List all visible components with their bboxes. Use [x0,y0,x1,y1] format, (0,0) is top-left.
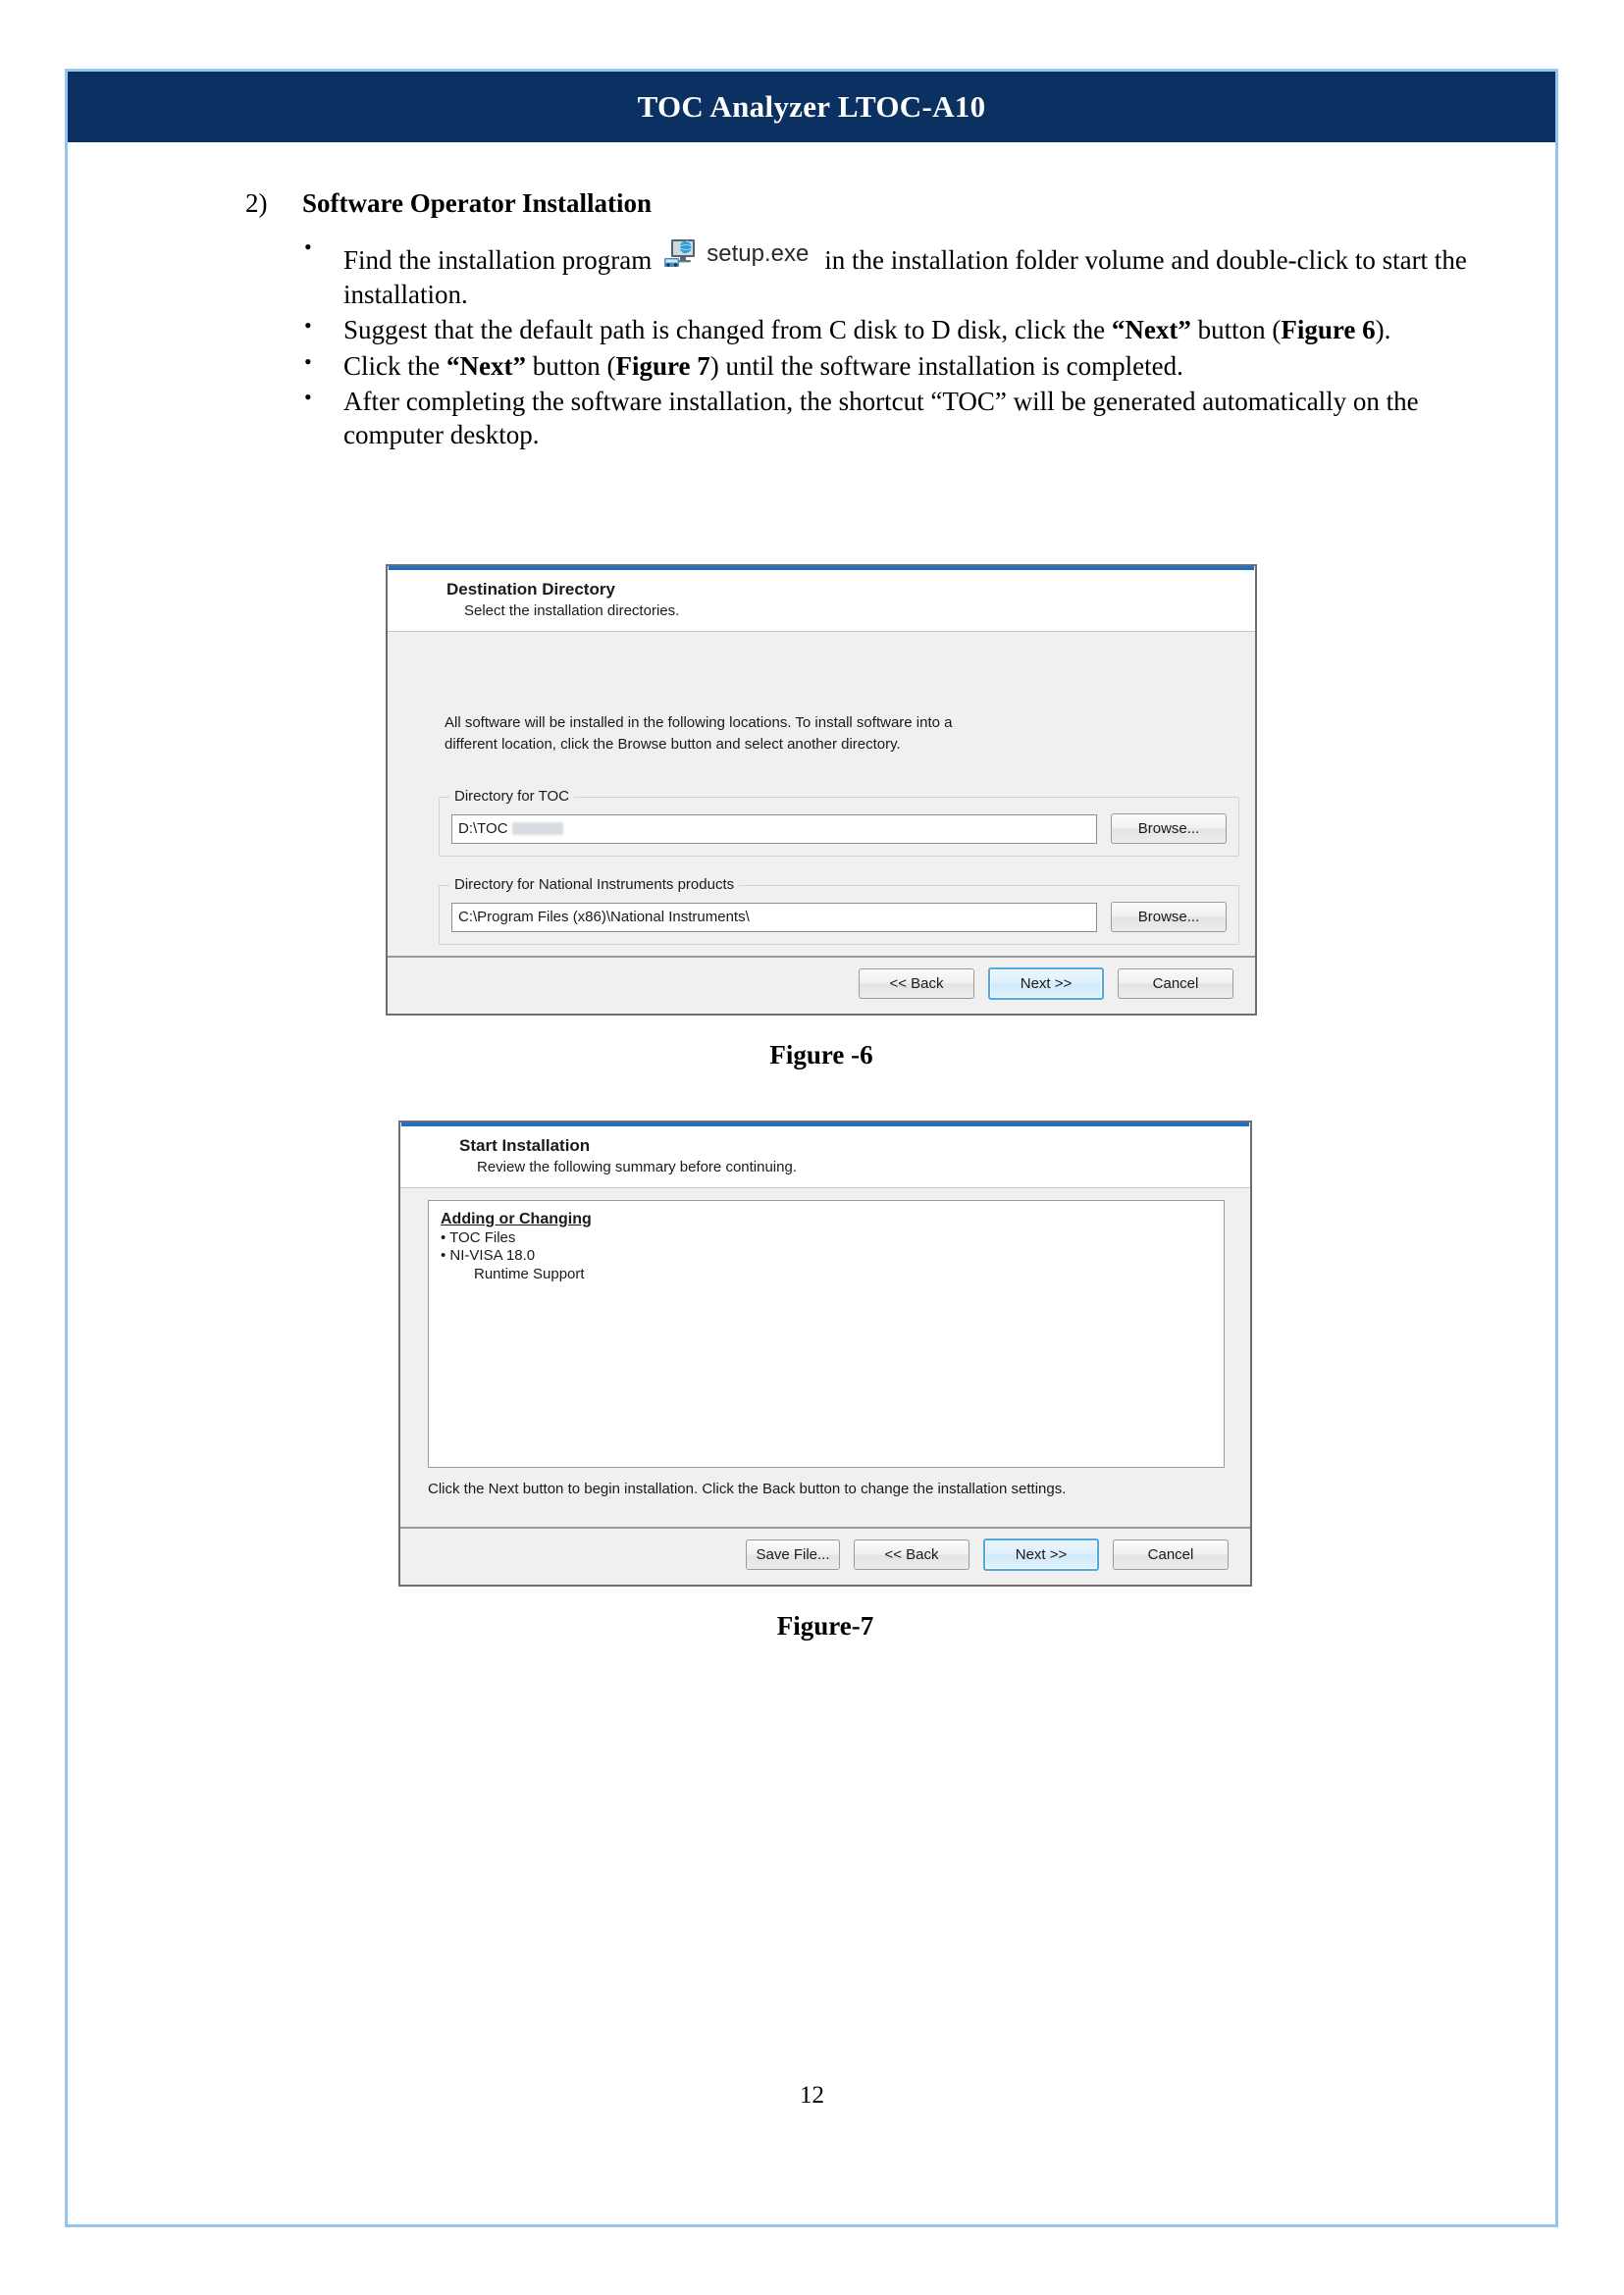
browse-ni-button[interactable]: Browse... [1111,902,1227,932]
setup-exe-label: setup.exe [707,240,810,267]
figure-6-caption: Figure -6 [769,1040,873,1069]
next-button-f6[interactable]: Next >> [988,967,1104,1000]
directory-ni-input[interactable]: C:\Program Files (x86)\National Instruments\ [451,903,1097,932]
list-item [245,385,1521,452]
redacted-path-mask [512,822,563,835]
dialog-header-f6 [388,570,1255,632]
instruction-list [245,235,1521,451]
bullet-3-next-emphasis: “Next” [445,350,526,381]
installation-hint-text: Click the Next button to begin installation. Click the Back button to change the installation settings. [428,1481,1067,1497]
browse-toc-button[interactable]: Browse... [1111,813,1227,844]
page-number: 12 [800,2082,824,2109]
install-location-info: All software will be installed in the following locations. To install software into a different location, click the Browse button and select another directory. [445,714,953,753]
installation-summary-listbox[interactable] [428,1200,1225,1468]
page-header-banner [68,72,1555,142]
setup-exe-image [655,235,820,278]
directory-toc-group [439,788,1239,857]
dialog-body-f7 [400,1188,1250,1527]
cancel-button-f6[interactable]: Cancel [1118,968,1233,999]
figure-6-dialog-screenshot [386,564,1257,1016]
dialog-subheading-f6: Select the installation directories. [464,602,680,619]
dialog-heading-f6: Destination Directory [446,580,615,599]
dialog-footer-f7 [400,1527,1250,1583]
bullet-2-text-a: Suggest that the default path is changed from C disk to D disk, click the [343,315,1112,345]
figure-7-dialog-screenshot [398,1121,1252,1587]
bullet-3-text-c: ) until the software installation is completed. [709,350,1183,381]
dialog-header-f7 [400,1126,1250,1188]
back-button-f6[interactable]: << Back [859,968,974,999]
back-button-f7[interactable]: << Back [854,1539,969,1570]
bullet-2-figure-ref: Figure 6 [1281,315,1376,345]
cancel-button-f7[interactable]: Cancel [1113,1539,1229,1570]
bullet-4-text: After completing the software installation, the shortcut “TOC” will be generated automatically on the computer desktop. [343,386,1419,450]
directory-ni-group [439,876,1239,945]
dialog-footer-f6 [388,956,1255,1012]
list-item [245,235,1521,311]
summary-list-item: • NI-VISA 18.0 [441,1247,536,1265]
section-number: 2) [245,188,268,218]
bullet-3-text-b: button ( [525,350,616,381]
bullet-2-text-b: button ( [1190,315,1282,345]
summary-list-item: • TOC Files [441,1229,516,1246]
section-title: Software Operator Installation [302,188,652,218]
bullet-3-figure-ref: Figure 7 [615,350,710,381]
directory-toc-input[interactable] [451,814,1097,844]
list-item [245,349,1521,383]
list-item [245,313,1521,346]
next-button-f7[interactable]: Next >> [983,1539,1099,1571]
directory-toc-label: Directory for TOC [449,788,574,805]
directory-toc-value: D:\TOC [458,819,508,837]
directory-ni-row [451,902,1227,932]
page-header-title: TOC Analyzer LTOC-A10 [637,89,986,124]
summary-list-title: Adding or Changing [441,1211,592,1227]
figure-7-caption: Figure-7 [776,1611,874,1641]
directory-toc-row [451,813,1227,844]
directory-ni-label: Directory for National Instruments products [449,876,739,893]
dialog-subheading-f7: Review the following summary before continuing. [477,1159,797,1175]
summary-list-item: Runtime Support [474,1265,585,1282]
dialog-body-f6 [388,632,1255,956]
bullet-2-next-emphasis: “Next” [1111,315,1191,345]
main-content [245,188,1521,453]
section-heading [245,188,1521,219]
dialog-heading-f7: Start Installation [459,1136,591,1155]
bullet-3-text-a: Click the [343,350,446,381]
bullet-1-text-before: Find the installation program [343,245,653,275]
save-file-button-f7[interactable]: Save File... [746,1539,840,1570]
setup-exe-icon [661,236,701,274]
bullet-1-text-after: in the installation folder volume and double-click to start the installation. [343,245,1467,309]
bullet-2-text-c: ). [1375,315,1391,345]
